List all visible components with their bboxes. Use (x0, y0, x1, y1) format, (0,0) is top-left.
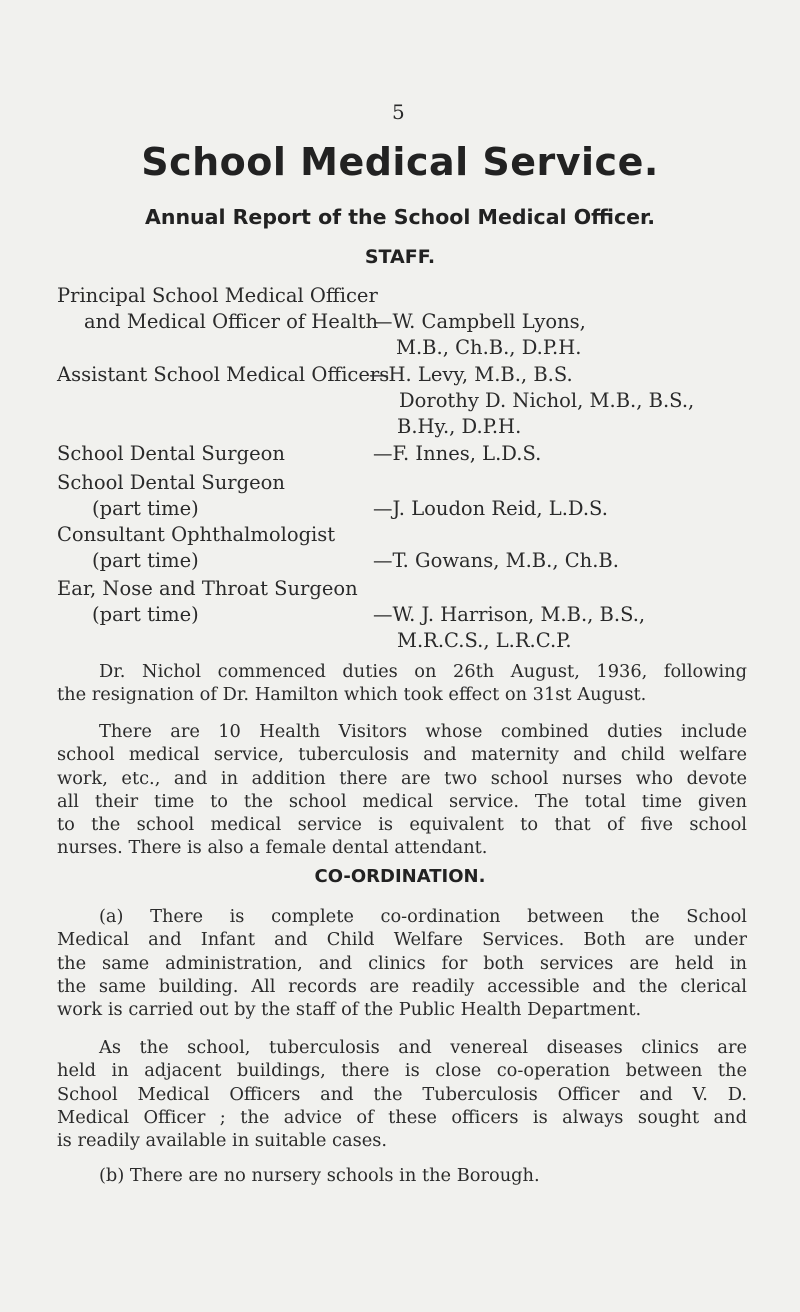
paragraph-line: (a) There is complete co-ordination between the School (99, 906, 747, 927)
paragraph-line: work, etc., and in addition there are two school nurses who devote (57, 767, 747, 789)
ent-role-line2: (part time) (92, 603, 199, 626)
ophthalmologist-name: —T. Gowans, M.B., Ch.B. (373, 549, 619, 572)
principal-name-line2: M.B., Ch.B., D.P.H. (396, 336, 582, 359)
paragraph-line: There are 10 Health Visitors whose combined duties include (99, 721, 747, 742)
paragraph-clinics (57, 1036, 747, 1152)
assistant-role: Assistant School Medical Officers (57, 363, 390, 386)
paragraph-line: the same administration, and clinics for both services are held in (57, 952, 747, 974)
paragraph-line: As the school, tuberculosis and venereal diseases clinics are (99, 1037, 747, 1058)
staff-heading: STAFF. (364, 246, 436, 268)
ent-role-line1: Ear, Nose and Throat Surgeon (57, 577, 358, 600)
dental-pt-role-line2: (part time) (92, 497, 199, 520)
paragraph-line: held in adjacent buildings, there is close co-operation between the (57, 1060, 747, 1082)
paragraph-nursery-schools (57, 1164, 747, 1187)
paragraph-line: Medical and Infant and Child Welfare Services. Both are under (57, 929, 747, 951)
dental-pt-name: —J. Loudon Reid, L.D.S. (373, 497, 608, 520)
paragraph-line: is readily available in suitable cases. (57, 1130, 388, 1152)
paragraph-line: school medical service, tuberculosis and maternity and child welfare (57, 744, 747, 766)
paragraph-line: the resignation of Dr. Hamilton which took effect on 31st August. (57, 684, 647, 706)
paragraph-line: Dr. Nichol commenced duties on 26th August, 1936, following (99, 661, 747, 682)
paragraph-nichol-appointment (57, 660, 747, 707)
principal-role-line2: and Medical Officer of Health (84, 310, 379, 333)
paragraph-line: (b) There are no nursery schools in the Borough. (99, 1165, 540, 1186)
paragraph-line: the same building. All records are readily accessible and the clerical (57, 975, 747, 997)
dental-name: —F. Innes, L.D.S. (373, 442, 542, 465)
ophthalmologist-role-line2: (part time) (92, 549, 199, 572)
ent-name-line1: —W. J. Harrison, M.B., B.S., (373, 603, 646, 626)
paragraph-health-visitors (57, 720, 747, 860)
dental-role: School Dental Surgeon (57, 442, 285, 465)
paragraph-line: nurses. There is also a female dental attendant. (57, 837, 488, 859)
report-subtitle: Annual Report of the School Medical Officer. (144, 205, 656, 229)
dental-pt-role-line1: School Dental Surgeon (57, 471, 285, 494)
principal-name-line1: —W. Campbell Lyons, (373, 310, 586, 333)
paragraph-line: work is carried out by the staff of the Public Health Department. (57, 999, 642, 1021)
ophthalmologist-role-line1: Consultant Ophthalmologist (57, 523, 336, 546)
paragraph-line: Medical Officer ; the advice of these officers is always sought and (57, 1106, 747, 1128)
assistant-name-line3: B.Hy., D.P.H. (397, 415, 522, 438)
principal-role-line1: Principal School Medical Officer (57, 284, 378, 307)
page-title: School Medical Service. (141, 140, 659, 184)
coordination-heading: CO-ORDINATION. (314, 866, 486, 887)
assistant-name-line1: —H. Levy, M.B., B.S. (369, 363, 573, 386)
paragraph-line: School Medical Officers and the Tuberculosis Officer and V. D. (57, 1083, 747, 1105)
paragraph-line: to the school medical service is equivalent to that of five school (57, 814, 747, 836)
assistant-name-line2: Dorothy D. Nichol, M.B., B.S., (399, 389, 695, 412)
page-number: 5 (392, 100, 405, 124)
ent-name-line2: M.R.C.S., L.R.C.P. (397, 629, 572, 652)
paragraph-coordination-a (57, 905, 747, 1021)
paragraph-line: all their time to the school medical service. The total time given (57, 790, 747, 812)
